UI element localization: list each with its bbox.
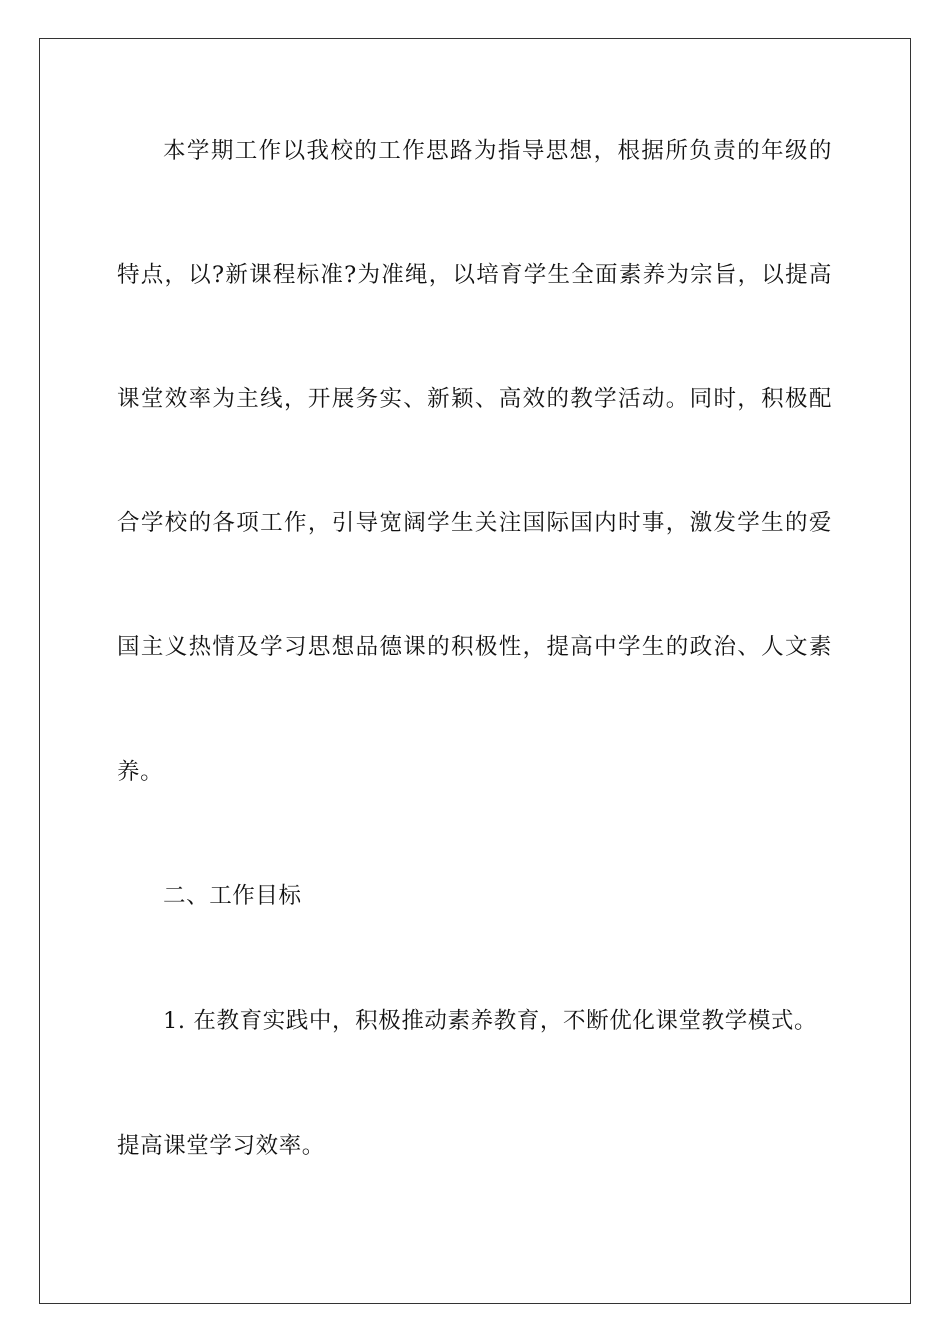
paragraph-line: 合学校的各项工作，引导宽阔学生关注国际国内时事，激发学生的爱	[117, 510, 832, 536]
paragraph-line: 养。	[117, 759, 164, 785]
goal-item-line: 1. 在教育实践中，积极推动素养教育，不断优化课堂教学模式。	[163, 1008, 818, 1034]
page-border	[39, 38, 911, 1304]
paragraph-line: 课堂效率为主线，开展务实、新颖、高效的教学活动。同时，积极配	[117, 386, 832, 412]
goal-item-line: 提高课堂学习效率。	[117, 1133, 325, 1159]
paragraph-line: 国主义热情及学习思想品德课的积极性，提高中学生的政治、人文素	[117, 634, 832, 660]
section-heading: 二、工作目标	[163, 883, 302, 909]
paragraph-line: 本学期工作以我校的工作思路为指导思想，根据所负责的年级的	[163, 138, 832, 164]
paragraph-line: 特点，以?新课程标准?为准绳，以培育学生全面素养为宗旨，以提高	[117, 262, 832, 288]
